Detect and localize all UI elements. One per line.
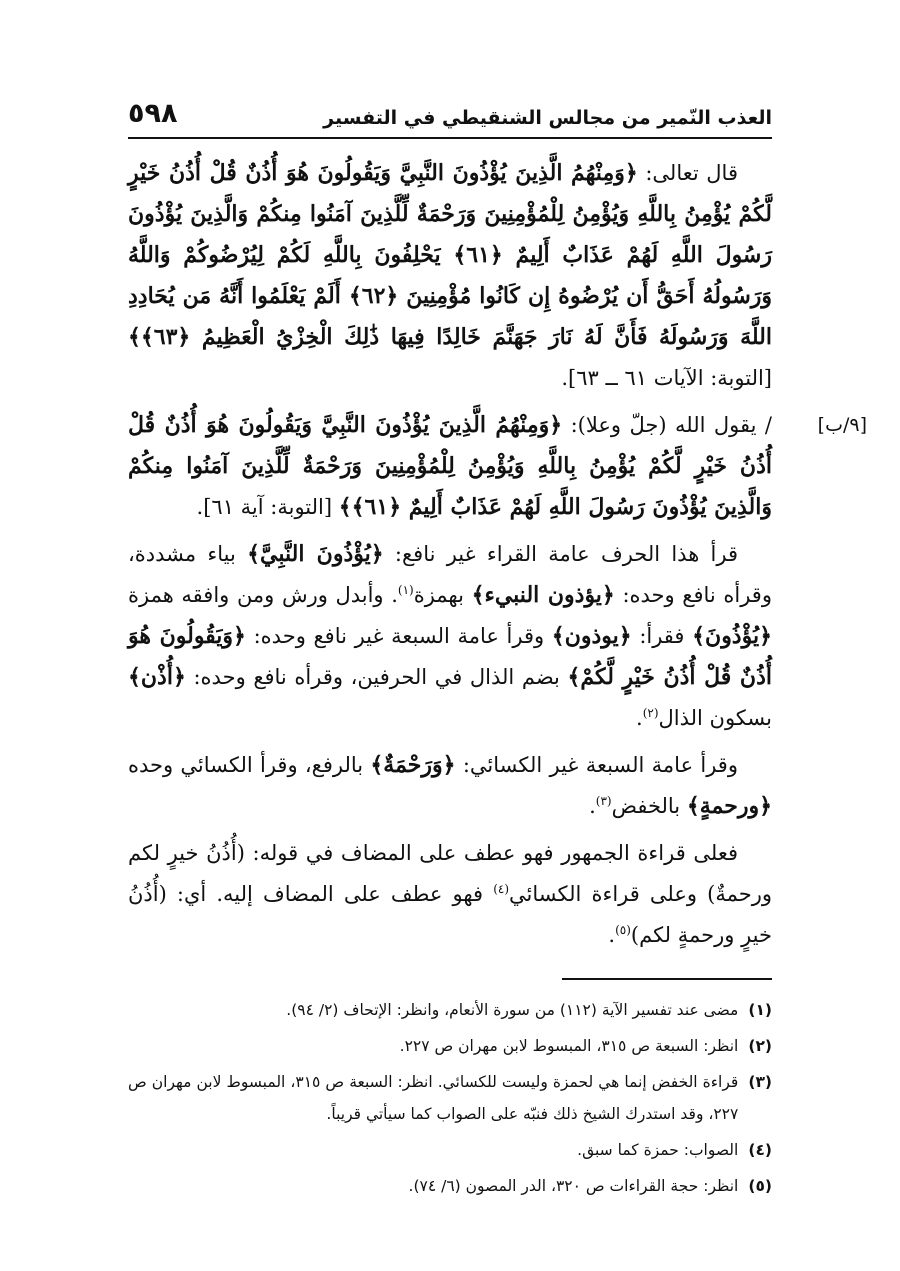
footnote-number: (٢) [748,1037,772,1055]
manuscript-folio-marker: [٩/ب] [817,414,867,436]
footnotes [128,994,772,1202]
para2-lead: / يقول الله (جلّ وعلا): [570,413,772,437]
para5-text-2: فهو عطف على المضاف إليه. أي: (أُذُنُ خيرٍ ورحمةٍ لكم) [128,882,772,947]
para3-verse-3: ﴿يُؤْذُونَ﴾ [692,623,772,649]
intro-paragraph [128,153,772,399]
page-header [128,98,772,139]
para2-wrapper [128,405,867,528]
para4-verse-2: ﴿ورحمةٍ﴾ [686,793,772,819]
para3-verse-1: ﴿يُؤْذُونَ النَّبِيَّ﴾ [247,541,384,567]
para3-verse-4: ﴿يوذون﴾ [551,623,632,649]
para4-text-2: بالرفع، وقرأ الكسائي وحده [128,753,364,777]
running-title: العذب النّمير من مجالس الشنقيطي في التفسير [323,107,772,129]
para5-text-1: فعلى قراءة الجمهور فهو عطف على المضاف في قوله: (أُذُنُ خيرٍ لكم ورحمةٌ) وعلى قراءة الكسائي [128,841,772,906]
para4-text-1: وقرأ عامة السبعة غير الكسائي: [462,753,738,777]
footnote-item [128,994,772,1026]
intro-lead: قال تعالى: [645,161,738,185]
quran-verse-61-63: ﴿وَمِنْهُمُ الَّذِينَ يُؤْذُونَ النَّبِيَّ وَيَقُولُونَ هُوَ أُذُنٌ قُلْ أُذُنُ خَيْرٍ لَّكُمْ يُؤْمِنُ بِاللَّهِ وَيُؤْمِنُ لِلْمُؤْمِنِينَ وَرَحْمَةٌ لِّلَّذِينَ آمَنُوا مِنكُمْ وَالَّذِينَ يُؤْذُونَ رَسُولَ اللَّهِ لَهُمْ عَذَابٌ أَلِيمٌ ﴿٦١﴾ يَحْلِفُونَ بِاللَّهِ لَكُمْ لِيُرْضُوكُمْ وَاللَّهُ وَرَسُولُهُ أَحَقُّ أَن يُرْضُوهُ إِن كَانُوا مُؤْمِنِينَ ﴿٦٢﴾ أَلَمْ يَعْلَمُوا أَنَّهُ مَن يُحَادِدِ اللَّهَ وَرَسُولَهُ فَأَنَّ لَهُ نَارَ جَهَنَّمَ خَالِدًا فِيهَا ذَٰلِكَ الْخِزْيُ الْعَظِيمُ ﴿٦٣﴾﴾ [128,160,772,350]
para2 [128,405,772,528]
para4 [128,745,772,827]
para3-verse-5: ﴿وَيَقُولُونَ هُوَ أُذُنٌ قُلْ أُذُنُ خَيْرٍ لَّكُمْ﴾ [128,623,772,690]
footnote-item [128,1134,772,1166]
para3-text-2: بياء مشددة، وقرأه نافع وحده: [128,542,772,607]
verse-reference-2: [التوبة: آية ٦١]. [196,495,333,519]
footnote-number: (٤) [748,1141,772,1159]
footnote-number: (٥) [748,1177,772,1195]
footnote-ref-3[interactable]: (٣) [595,794,612,808]
footnote-number: (١) [748,1001,772,1019]
footnote-text: مضى عند تفسير الآية (١١٢) من سورة الأنعام، وانظر: الإتحاف (٢/ ٩٤). [286,1001,739,1019]
footnote-text: انظر: حجة القراءات ص ٣٢٠، الدر المصون (٦/ ٧٤). [408,1177,739,1195]
para3-verse-6: ﴿أُذْن﴾ [128,664,186,690]
para5-text-3: . [608,923,616,947]
footnote-divider [562,978,772,980]
para4-text-4: . [589,794,596,818]
footnote-ref-4[interactable]: (٤) [493,882,510,896]
para5 [128,833,772,956]
para3-text-5: فقرأ: [639,624,685,648]
para3-text-4: . وأبدل ورش ومن وافقه همزة [128,583,398,607]
footnote-number: (٣) [748,1073,772,1091]
para3-text-6: وقرأ عامة السبعة غير نافع وحده: [253,624,545,648]
para3-text-9: . [636,706,643,730]
footnote-text: قراءة الخفض إنما هي لحمزة وليست للكسائي. انظر: السبعة ص ٣١٥، المبسوط لابن مهران ص ٢٢٧، وقد استدرك الشيخ ذلك فنبّه على الصواب كما سيأتي قريباً. [128,1073,739,1123]
quran-verse-61: ﴿وَمِنْهُمُ الَّذِينَ يُؤْذُونَ النَّبِيَّ وَيَقُولُونَ هُوَ أُذُنٌ قُلْ أُذُنُ خَيْرٍ لَّكُمْ يُؤْمِنُ بِاللَّهِ وَيُؤْمِنُ لِلْمُؤْمِنِينَ وَرَحْمَةٌ لِّلَّذِينَ آمَنُوا مِنكُمْ وَالَّذِينَ يُؤْذُونَ رَسُولَ اللَّهِ لَهُمْ عَذَابٌ أَلِيمٌ ﴿٦١﴾﴾ [128,412,772,520]
para4-text-3: بالخفض [611,794,681,818]
para3-text-3: بهمزة [413,583,464,607]
para3-verse-2: ﴿يؤذون النبيء﴾ [471,582,615,608]
page-number: ٥٩٨ [128,98,178,129]
para4-verse-1: ﴿وَرَحْمَةٌ﴾ [370,752,456,778]
footnote-text: انظر: السبعة ص ٣١٥، المبسوط لابن مهران ص ٢٢٧. [399,1037,739,1055]
main-text [128,153,867,956]
footnote-item [128,1030,772,1062]
footnote-item [128,1066,772,1130]
para3-text-1: قرأ هذا الحرف عامة القراء غير نافع: [394,542,738,566]
footnote-text: الصواب: حمزة كما سبق. [577,1141,739,1159]
verse-reference: [التوبة: الآيات ٦١ ــ ٦٣]. [561,366,772,390]
para3 [128,534,772,739]
footnote-ref-5[interactable]: (٥) [615,923,631,937]
footnote-item [128,1170,772,1202]
para3-text-8: بسكون الذال [658,706,772,730]
footnote-ref-2[interactable]: (٢) [642,706,659,720]
footnote-ref-1[interactable]: (١) [397,583,414,597]
para3-text-7: بضم الذال في الحرفين، وقرأه نافع وحده: [193,665,560,689]
